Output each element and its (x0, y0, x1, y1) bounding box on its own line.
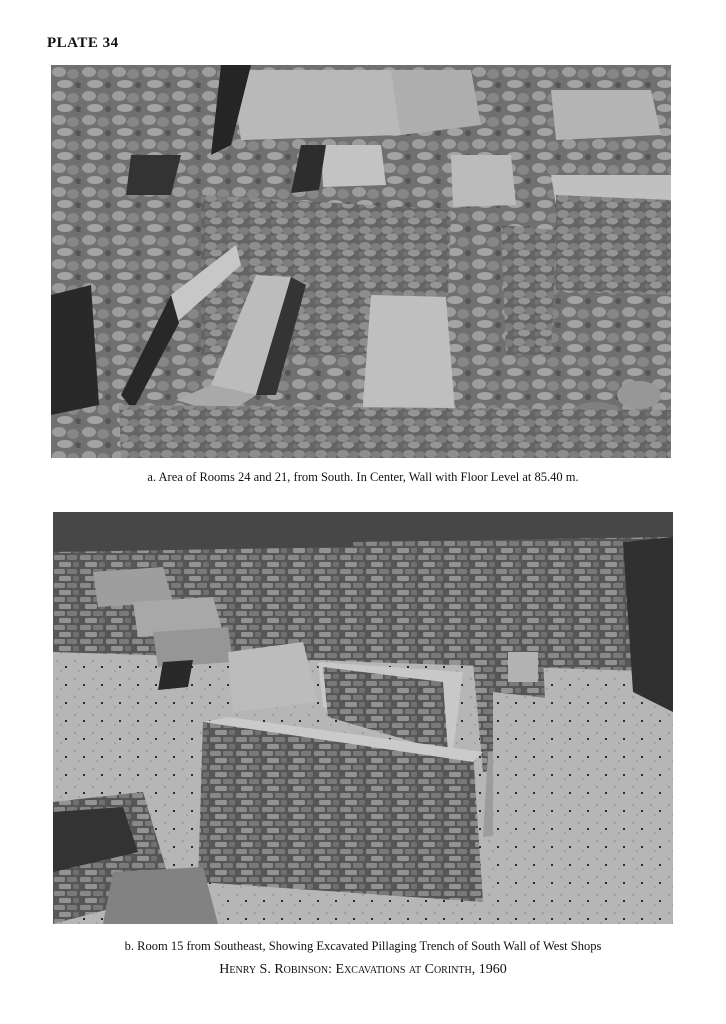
footer-year: 1960 (478, 962, 507, 977)
footer-author: Henry S. Robinson (219, 962, 329, 977)
photograph-b-image (53, 512, 673, 924)
photograph-a-image (51, 65, 671, 458)
photograph-b (53, 512, 673, 924)
photograph-a (51, 65, 671, 458)
footer-separator: : (328, 962, 336, 977)
caption-b: b. Room 15 from Southeast, Showing Excavated Pillaging Trench of South Wall of West Shops (124, 939, 602, 953)
plate-label: PLATE 34 (47, 35, 119, 51)
running-footer (0, 962, 726, 978)
caption-a: a. Area of Rooms 24 and 21, from South. In Center, Wall with Floor Level at 85.40 m. (147, 470, 579, 484)
footer-title: Excavations at Corinth, (335, 962, 476, 977)
